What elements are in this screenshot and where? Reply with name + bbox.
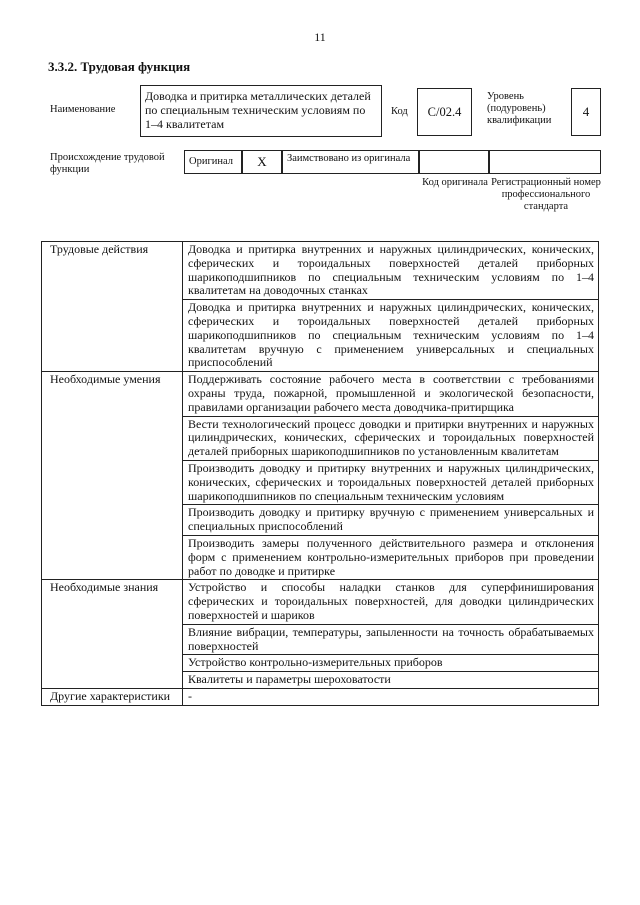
section-heading: Необходимые знания: [42, 580, 183, 689]
table-cell: Доводка и притирка внутренних и наружных цилиндрических, конических, сферических и тороидальных поверхностей деталей приборных шарикоподшипников по специальным техническим условиям по 1–4 квалитетам на доводочных станках: [183, 242, 599, 300]
table-cell: Производить доводку и притирку вручную с применением универсальных и специальных приспособлений: [183, 505, 599, 536]
table-row: [42, 688, 599, 705]
table-cell: Устройство контрольно-измерительных приборов: [183, 655, 599, 672]
table-row: [42, 372, 599, 416]
function-name-box: Доводка и притирка металлических деталей по специальным техническим условиям по 1–4 квалитетам: [140, 85, 382, 137]
code-value-box: С/02.4: [417, 88, 472, 136]
table-cell: Доводка и притирка внутренних и наружных цилиндрических, конических, сферических и тороидальных поверхностей деталей приборных шарикоподшипников по специальным техническим условиям по 1–4 квалитетам вручную с применением универсальных и специальных приспособлений: [183, 300, 599, 372]
origin-reg-cell: [489, 150, 601, 174]
table-row: [42, 580, 599, 624]
table-cell: Производить доводку и притирку внутренних и наружных цилиндрических, конических, сферических и тороидальных поверхностей деталей приборных шарикоподшипников по специальным техническим условиям: [183, 460, 599, 504]
level-label: Уровень (подуровень) квалификации: [487, 91, 552, 126]
section-title: 3.3.2. Трудовая функция: [48, 59, 191, 74]
table-cell: Квалитеты и параметры шероховатости: [183, 672, 599, 689]
name-label: Наименование: [50, 104, 116, 115]
table-cell: Влияние вибрации, температуры, запыленности на точность обрабатываемых поверхностей: [183, 624, 599, 655]
origin-label: Происхождение трудовой функции: [50, 152, 165, 175]
original-mark: X: [242, 150, 282, 174]
origin-code-cell: [419, 150, 489, 174]
origin-code-caption: Код оригинала: [422, 177, 488, 188]
table-cell: Устройство и способы наладки станков для суперфиниширования сферических и тороидальных поверхностей, для доводки цилиндрических поверхностей и шариков: [183, 580, 599, 624]
original-label: Оригинал: [184, 150, 242, 174]
section-heading: Трудовые действия: [42, 242, 183, 372]
section-heading: Необходимые умения: [42, 372, 183, 580]
table-row: [42, 242, 599, 300]
table-cell: Производить замеры полученного действительного размера и отклонения форм с применением контрольно-измерительных приборов при проведении работ по доводке и притирке: [183, 535, 599, 579]
origin-row: [184, 150, 601, 174]
table-cell: -: [183, 688, 599, 705]
table-cell: Поддерживать состояние рабочего места в соответствии с требованиями охраны труда, пожарной, промышленной и экологической безопасности, правилами организации рабочего места доводчика-притирщика: [183, 372, 599, 416]
level-value-box: 4: [571, 88, 601, 136]
origin-reg-caption: Регистрационный номер профессионального стандарта: [491, 177, 601, 212]
table-cell: Вести технологический процесс доводки и притирки внутренних и наружных цилиндрических, конических, сферических и тороидальных поверхностей деталей приборных шарикоподшипников по установленным квалитетам: [183, 416, 599, 460]
function-table: [41, 241, 599, 706]
code-label: Код: [391, 106, 408, 117]
section-heading: Другие характеристики: [42, 688, 183, 705]
borrowed-label: Заимствовано из оригинала: [282, 150, 419, 174]
page-number: 11: [314, 30, 326, 44]
